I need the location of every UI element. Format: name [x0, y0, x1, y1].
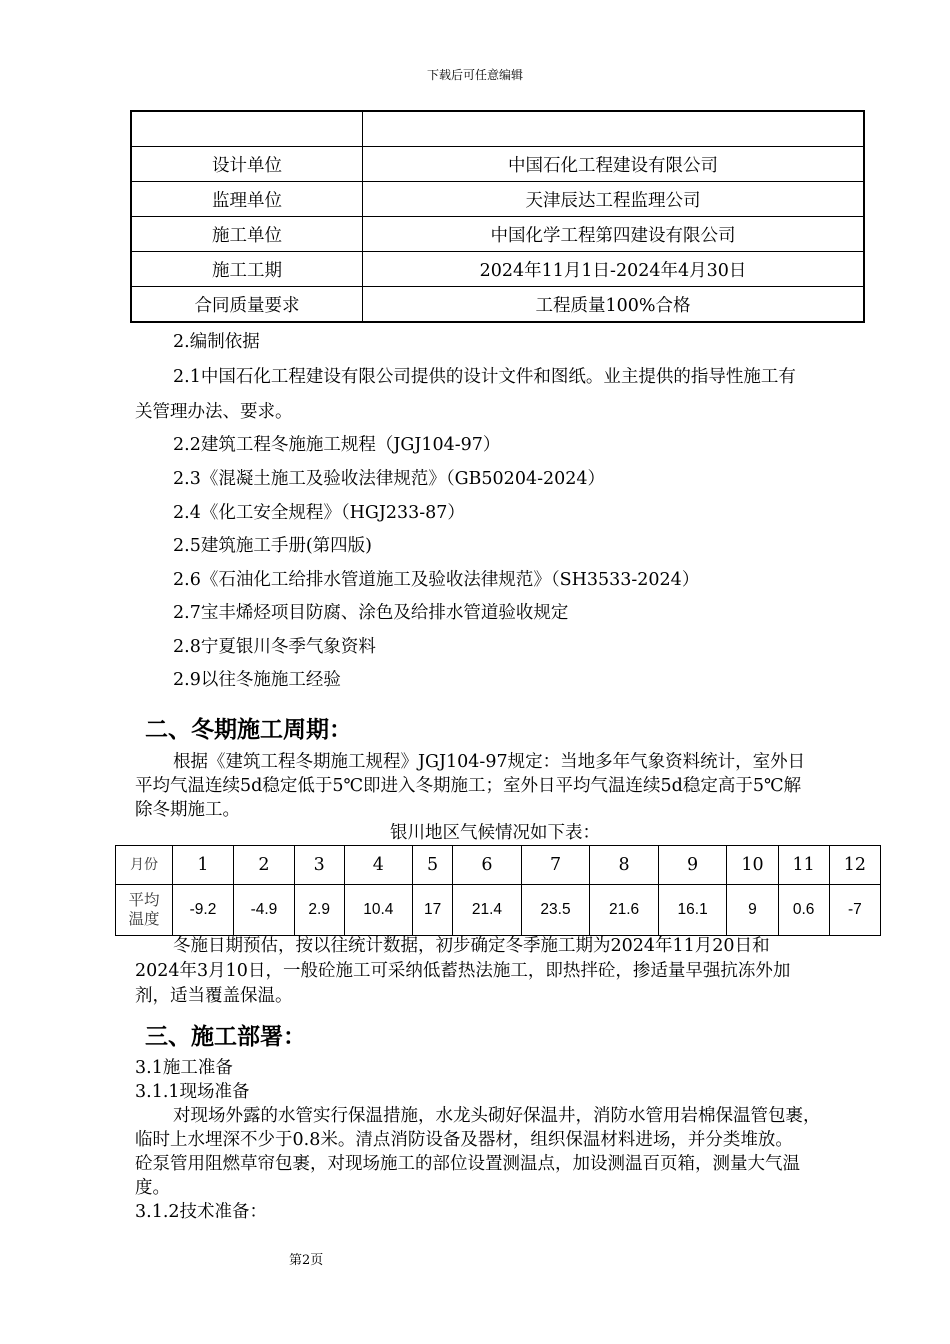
- temperature-cell: 2.9: [294, 885, 344, 936]
- paragraph-line: 临时上水埋深不少于0.8米。清点消防设备及器材，组织保温材料进场，并分类堆放。: [135, 1130, 793, 1150]
- month-cell: 7: [521, 846, 590, 885]
- temperature-cell: 16.1: [658, 885, 727, 936]
- table-row: [131, 287, 864, 323]
- temperature-cell: 23.5: [521, 885, 590, 936]
- paragraph-line: 冬施日期预估，按以往统计数据，初步确定冬季施工期为2024年11月20日和: [173, 936, 770, 956]
- month-label: 月份: [116, 846, 173, 885]
- page-header-note: 下载后可任意编辑: [426, 68, 523, 82]
- info-value: 天津辰达工程监理公司: [363, 182, 865, 217]
- temperature-cell: 9: [727, 885, 778, 936]
- month-cell: 3: [294, 846, 344, 885]
- temperature-cell: 21.4: [453, 885, 522, 936]
- info-value: 中国化学工程第四建设有限公司: [363, 217, 865, 252]
- table-row: [131, 252, 864, 287]
- temperature-cell: 17: [413, 885, 453, 936]
- climate-table: [115, 845, 881, 936]
- info-label: 合同质量要求: [131, 287, 363, 323]
- table-row: [116, 885, 881, 936]
- temperature-cell: -9.2: [173, 885, 234, 936]
- basis-item: 2.3《混凝土施工及验收法律规范》（GB50204-2024）: [173, 469, 606, 489]
- table-caption: 银川地区气候情况如下表：: [390, 823, 600, 843]
- page-number: 第2页: [289, 1253, 324, 1268]
- temperature-cell: 21.6: [590, 885, 659, 936]
- basis-item: 2.4《化工安全规程》（HGJ233-87）: [173, 503, 465, 523]
- subsection-heading: 3.1.2技术准备：: [135, 1202, 268, 1222]
- month-cell: 5: [413, 846, 453, 885]
- subsection-heading: 3.1.1现场准备: [135, 1082, 250, 1102]
- info-label: 设计单位: [131, 147, 363, 182]
- month-cell: 2: [233, 846, 294, 885]
- temperature-label-line: 平均: [128, 892, 160, 909]
- info-value: [363, 111, 865, 147]
- basis-item: 2.6《石油化工给排水管道施工及验收法律规范》（SH3533-2024）: [173, 570, 700, 590]
- month-cell: 8: [590, 846, 659, 885]
- section-title: 三、施工部署：: [145, 1023, 306, 1050]
- paragraph-line: 除冬期施工。: [135, 800, 240, 820]
- paragraph-line: 剂，适当覆盖保温。: [135, 986, 293, 1006]
- project-info-table: [130, 110, 865, 323]
- table-row: [131, 217, 864, 252]
- paragraph-line: 根据《建筑工程冬期施工规程》JGJ104-97规定：当地多年气象资料统计，室外日: [173, 752, 806, 772]
- month-cell: 1: [173, 846, 234, 885]
- info-label: [131, 111, 363, 147]
- month-cell: 12: [829, 846, 880, 885]
- info-label: 施工工期: [131, 252, 363, 287]
- basis-item: 2.2建筑工程冬施施工规程（JGJ104-97）: [173, 435, 501, 455]
- month-cell: 11: [778, 846, 829, 885]
- month-cell: 6: [453, 846, 522, 885]
- info-value: 中国石化工程建设有限公司: [363, 147, 865, 182]
- temperature-cell: 0.6: [778, 885, 829, 936]
- basis-heading: 2.编制依据: [173, 332, 260, 352]
- paragraph-line: 对现场外露的水管实行保温措施，水龙头砌好保温井，消防水管用岩棉保温管包裹，: [173, 1106, 821, 1126]
- table-row: [116, 846, 881, 885]
- info-value: 工程质量100%合格: [363, 287, 865, 323]
- section-title: 二、冬期施工周期：: [145, 716, 352, 743]
- info-label: 监理单位: [131, 182, 363, 217]
- basis-item: 2.8宁夏银川冬季气象资料: [173, 637, 376, 657]
- paragraph-line: 平均气温连续5d稳定低于5℃即进入冬期施工；室外日平均气温连续5d稳定高于5℃解: [135, 776, 802, 796]
- basis-item: 2.7宝丰烯烃项目防腐、涂色及给排水管道验收规定: [173, 603, 569, 623]
- paragraph-line: 砼泵管用阻燃草帘包裹，对现场施工的部位设置测温点，加设测温百页箱，测量大气温: [135, 1154, 800, 1174]
- temperature-cell: 10.4: [344, 885, 413, 936]
- basis-item: 2.5建筑施工手册(第四版): [173, 536, 372, 556]
- month-cell: 9: [658, 846, 727, 885]
- month-cell: 4: [344, 846, 413, 885]
- temperature-cell: -7: [829, 885, 880, 936]
- paragraph-line: 2024年3月10日，一般砼施工可采纳低蓄热法施工，即热拌砼，掺适量早强抗冻外加: [135, 961, 791, 981]
- table-row: [131, 182, 864, 217]
- paragraph-line: 度。: [135, 1178, 170, 1198]
- basis-item-line: 2.1中国石化工程建设有限公司提供的设计文件和图纸。业主提供的指导性施工有: [173, 367, 796, 387]
- table-row: [131, 111, 864, 147]
- temperature-cell: -4.9: [233, 885, 294, 936]
- basis-item: 2.9以往冬施施工经验: [173, 670, 341, 690]
- info-value: 2024年11月1日-2024年4月30日: [363, 252, 865, 287]
- month-cell: 10: [727, 846, 778, 885]
- info-label: 施工单位: [131, 217, 363, 252]
- temperature-label: [116, 885, 173, 936]
- temperature-label-line: 温度: [128, 911, 160, 928]
- subsection-heading: 3.1施工准备: [135, 1058, 233, 1078]
- basis-item-line: 关管理办法、要求。: [135, 402, 293, 422]
- table-row: [131, 147, 864, 182]
